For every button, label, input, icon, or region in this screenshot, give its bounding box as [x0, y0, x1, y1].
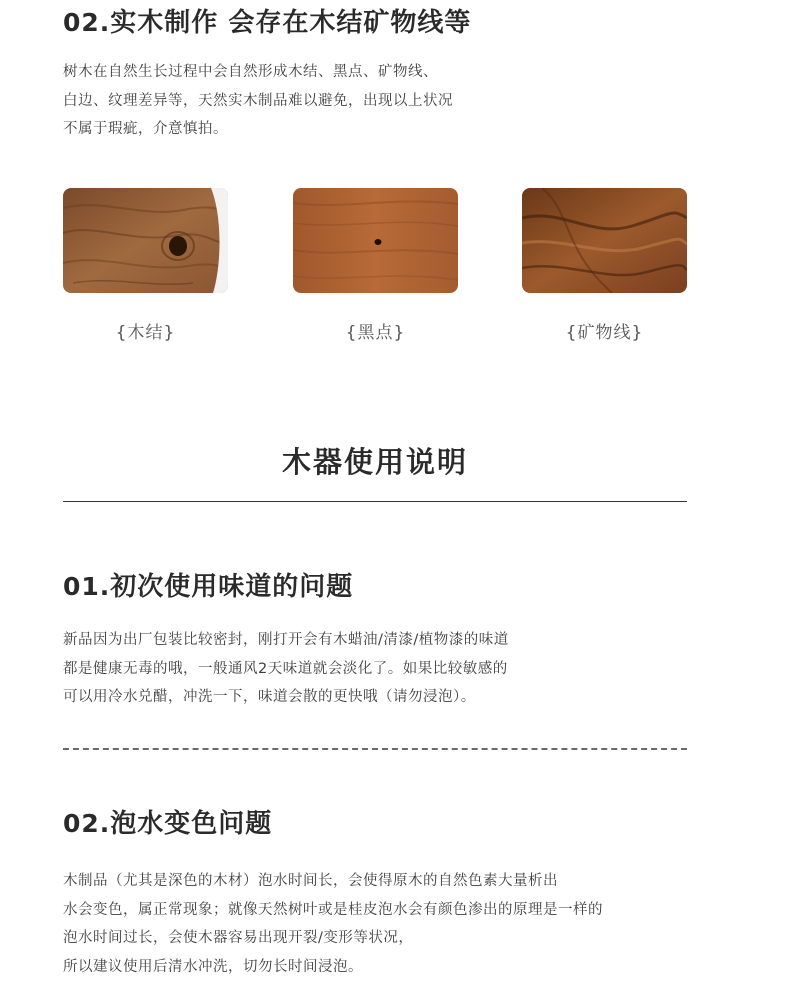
section-heading-wood-features — [63, 2, 471, 39]
paragraph-line: 白边、纹理差异等，天然实木制品难以避免，出现以上状况 — [63, 87, 453, 116]
paragraph-line: 都是健康无毒的哦，一般通风2天味道就会淡化了。如果比较敏感的 — [63, 655, 509, 684]
mineral-streak-caption: {矿物线} — [522, 318, 687, 343]
paragraph-line: 水会变色，属正常现象；就像天然树叶或是桂皮泡水会有颜色渗出的原理是一样的 — [63, 896, 603, 925]
paragraph-line: 不属于瑕疵，介意慎拍。 — [63, 115, 453, 144]
section-number: 02. — [63, 809, 110, 838]
smell-paragraph — [63, 626, 509, 712]
title-divider — [63, 501, 687, 502]
mineral-streak-sample-image — [522, 188, 687, 293]
usage-instructions-title: 木器使用说明 — [0, 440, 750, 481]
soaking-paragraph — [63, 867, 603, 981]
section-heading-smell — [63, 566, 353, 603]
dashed-divider — [63, 748, 687, 750]
paragraph-line: 所以建议使用后清水冲洗，切勿长时间浸泡。 — [63, 953, 603, 981]
paragraph-line: 木制品（尤其是深色的木材）泡水时间长，会使得原木的自然色素大量析出 — [63, 867, 603, 896]
paragraph-line: 树木在自然生长过程中会自然形成木结、黑点、矿物线、 — [63, 58, 453, 87]
knot-wood-texture — [63, 188, 228, 293]
black-dot-sample-image — [293, 188, 458, 293]
section-heading-soaking — [63, 803, 272, 840]
section-title: 实木制作 会存在木结矿物线等 — [110, 8, 471, 38]
black-dot-caption: {黑点} — [293, 318, 458, 343]
wood-features-paragraph — [63, 58, 453, 144]
section-title: 初次使用味道的问题 — [110, 572, 353, 602]
black-dot-wood-texture — [293, 188, 458, 293]
section-title: 泡水变色问题 — [110, 809, 272, 839]
mineral-streak-wood-texture — [522, 188, 687, 293]
section-number: 01. — [63, 572, 110, 601]
paragraph-line: 泡水时间过长，会使木器容易出现开裂/变形等状况， — [63, 924, 603, 953]
knot-caption: {木结} — [63, 318, 228, 343]
knot-sample-image — [63, 188, 228, 293]
paragraph-line: 新品因为出厂包装比较密封，刚打开会有木蜡油/清漆/植物漆的味道 — [63, 626, 509, 655]
paragraph-line: 可以用冷水兑醋，冲洗一下，味道会散的更快哦（请勿浸泡）。 — [63, 683, 509, 712]
section-number: 02. — [63, 8, 110, 37]
